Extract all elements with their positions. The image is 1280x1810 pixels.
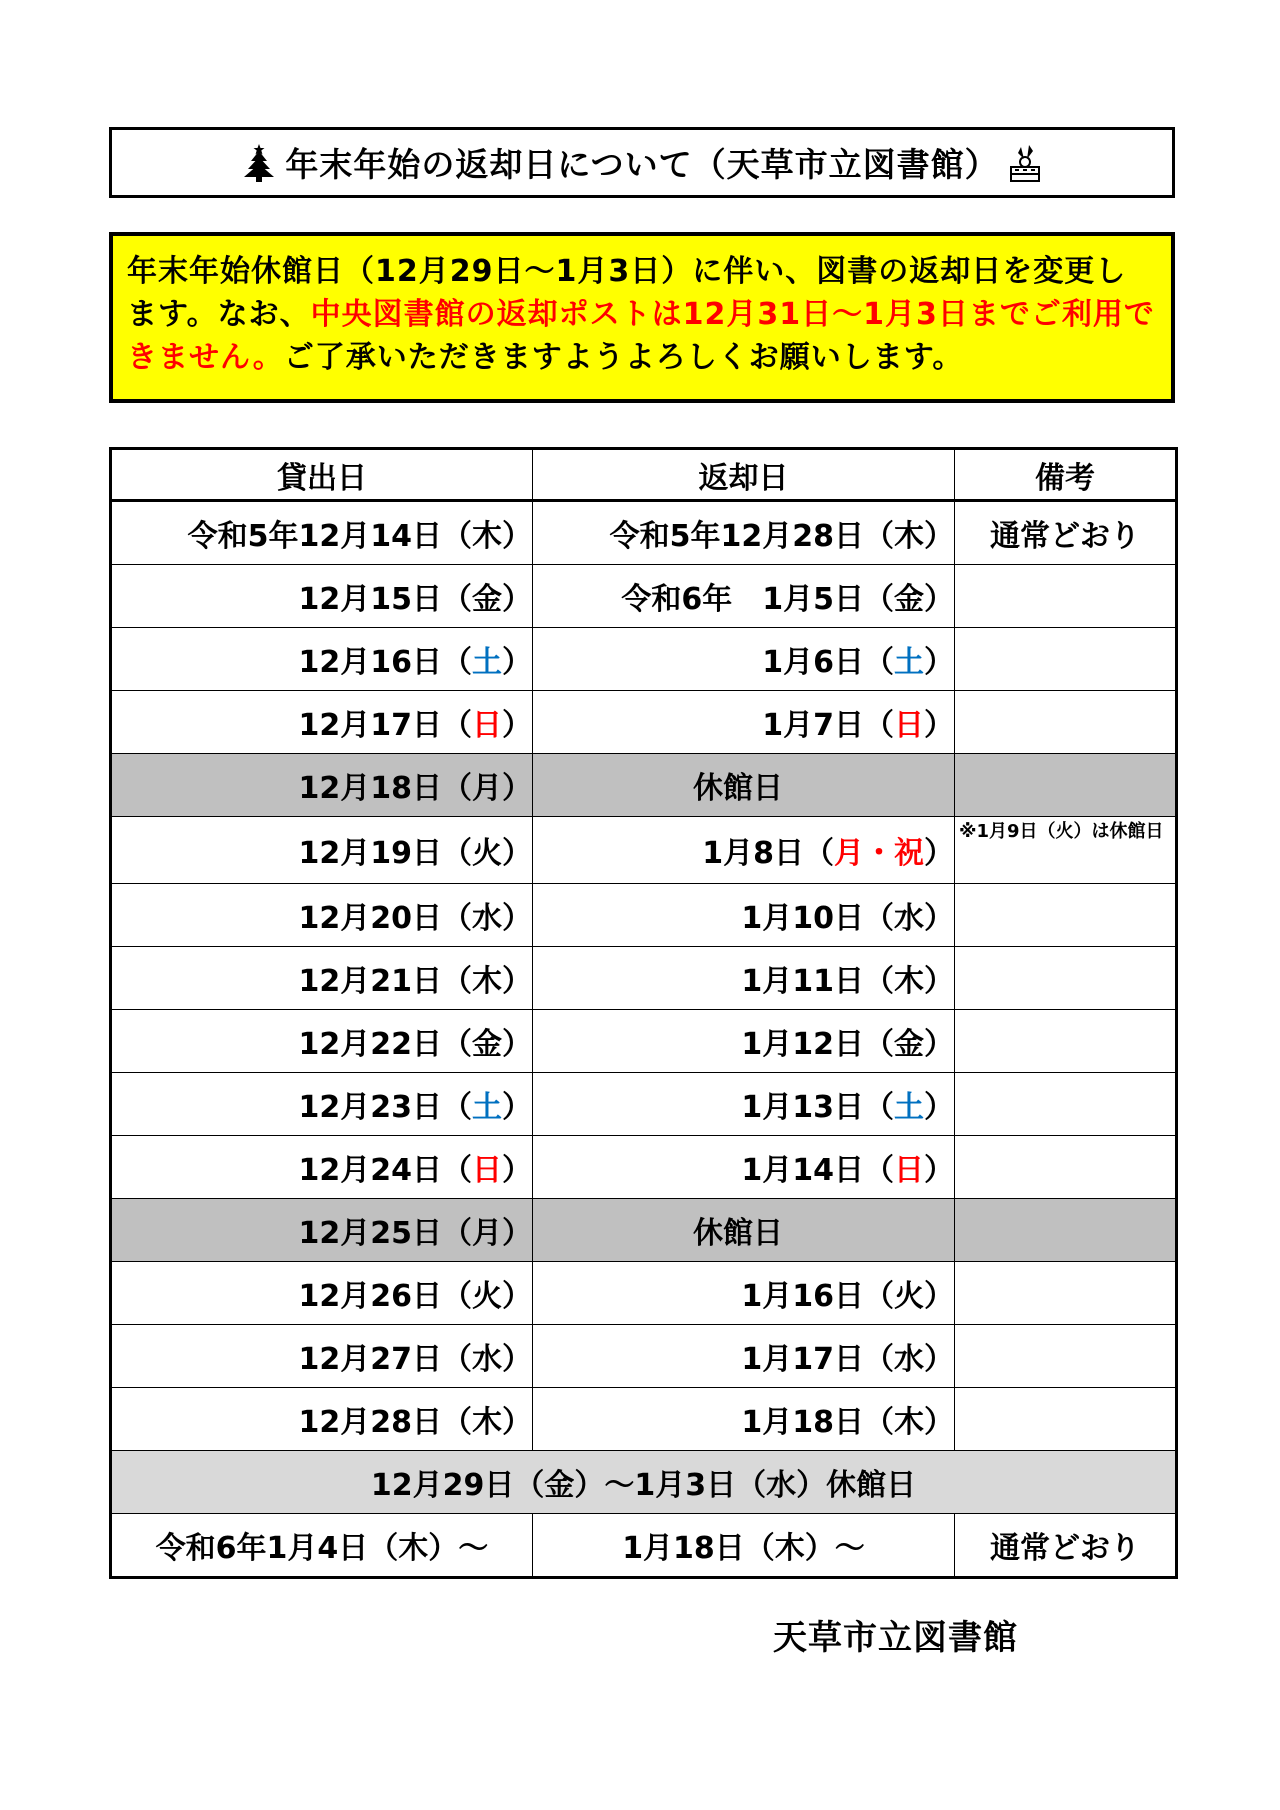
date-text: 1月17日（ [741,1342,894,1377]
date-text: 1月6日（ [762,645,894,680]
table-row [111,1262,1177,1325]
date-text: ） [924,1405,954,1440]
weekday-label: 木 [894,519,924,554]
remarks-cell [955,1388,1177,1451]
new-year-decoration-icon [1007,143,1043,183]
date-text: 1月12日（ [741,1027,894,1062]
weekday-label: 水 [894,901,924,936]
lend-date-cell [111,1073,533,1136]
table-row [111,884,1177,947]
table-row [111,691,1177,754]
return-date-cell: 1月18日（木）～ [533,1514,955,1578]
date-text: ） [924,1153,954,1188]
weekday-label: 金 [894,582,924,617]
date-text: 1月13日（ [741,1090,894,1125]
date-text: 1月11日（ [741,964,894,999]
date-text: 12月15日（ [298,582,472,617]
date-text: ） [924,901,954,936]
date-text: 1月14日（ [741,1153,894,1188]
date-text: ） [924,1090,954,1125]
return-date-cell [533,817,955,884]
date-text: 12月21日（ [298,964,472,999]
return-schedule-table [109,447,1178,1579]
lend-date-cell [111,1388,533,1451]
header-lend-date: 貸出日 [111,449,533,501]
table-row-normal-resume [111,1514,1177,1578]
return-date-cell [533,1388,955,1451]
table-row [111,1010,1177,1073]
lend-date-cell [111,628,533,691]
remarks-cell [955,1010,1177,1073]
lend-date-cell [111,501,533,565]
date-text: 12月24日（ [298,1153,472,1188]
weekday-label: 木 [472,964,502,999]
date-text: 1月18日（ [741,1405,894,1440]
lend-date-cell [111,1325,533,1388]
lend-date-cell [111,691,533,754]
date-text: 12月27日（ [298,1342,472,1377]
notice-highlight: 中央図書館の返却ポストは12月31日～1月3日までご利用できません。 [127,297,1155,375]
lend-date-cell [111,947,533,1010]
remarks-cell: 通常どおり [955,1514,1177,1578]
return-date-cell [533,1262,955,1325]
return-date-cell [533,1073,955,1136]
date-text: ） [924,708,954,743]
notice-box [109,232,1175,403]
return-date-cell [533,1010,955,1073]
lend-date-cell [111,754,533,817]
weekday-label: 金 [894,1027,924,1062]
page-title: 年末年始の返却日について（天草市立図書館） [285,145,999,184]
remarks-cell [955,1325,1177,1388]
date-text: 1月8日（ [702,836,834,871]
table-row [111,501,1177,565]
date-text: ） [502,964,532,999]
date-text: 12月17日（ [298,708,472,743]
table-row [111,1136,1177,1199]
date-text: 12月22日（ [298,1027,472,1062]
weekday-label: 木 [472,1405,502,1440]
remarks-cell [955,691,1177,754]
remarks-cell [955,628,1177,691]
table-header-row [111,449,1177,501]
return-date-cell [533,947,955,1010]
table-row [111,1073,1177,1136]
date-text: ） [502,771,532,806]
return-date-cell [533,565,955,628]
weekday-label: 日 [472,1153,502,1188]
date-text: ） [502,1279,532,1314]
table-row [111,565,1177,628]
date-text: ） [924,582,954,617]
return-date-cell [533,628,955,691]
date-text: 12月25日（ [298,1216,472,1251]
weekday-label: 土 [472,645,502,680]
weekday-label: 水 [894,1342,924,1377]
library-name-footer: 天草市立図書館 [773,1618,1018,1658]
return-date-cell [533,1325,955,1388]
return-date-cell [533,1199,955,1262]
weekday-label: 金 [472,582,502,617]
weekday-label: 火 [472,836,502,871]
date-text: 1月10日（ [741,901,894,936]
lend-date-cell [111,1136,533,1199]
date-text: 12月18日（ [298,771,472,806]
lend-date-cell [111,1262,533,1325]
return-date-cell [533,1136,955,1199]
header-return-date: 返却日 [533,449,955,501]
remarks-cell [955,1073,1177,1136]
lend-date-cell: 令和6年1月4日（木）～ [111,1514,533,1578]
date-text: ） [502,519,532,554]
weekday-label: 月 [472,1216,502,1251]
page-title-box [109,127,1175,198]
date-text: ） [924,964,954,999]
date-text: ） [502,1153,532,1188]
weekday-label: 水 [472,1342,502,1377]
date-text: ） [502,1342,532,1377]
remarks-cell [955,565,1177,628]
weekday-label: 金 [472,1027,502,1062]
weekday-label: 木 [472,519,502,554]
return-date-cell [533,754,955,817]
date-text: 休館日 [693,1216,783,1251]
header-remarks: 備考 [955,449,1177,501]
remarks-cell [955,884,1177,947]
weekday-label: 日 [472,708,502,743]
remarks-cell [955,754,1177,817]
table-row [111,1388,1177,1451]
remarks-cell [955,947,1177,1010]
weekday-label: 水 [472,901,502,936]
lend-date-cell [111,565,533,628]
date-text: ） [924,1342,954,1377]
date-text: ） [502,582,532,617]
weekday-label: 土 [472,1090,502,1125]
date-text: ） [502,901,532,936]
lend-date-cell [111,817,533,884]
return-date-cell [533,691,955,754]
date-text: ） [502,645,532,680]
table-row [111,754,1177,817]
notice-text: 年末年始休館日（12月29日～1月3日）に伴い、図書の返却日を変更します。なお、 [127,254,1127,332]
weekday-label: 火 [472,1279,502,1314]
closure-period-text: 12月29日（金）～1月3日（水）休館日 [111,1451,1177,1514]
remarks-cell [955,1199,1177,1262]
date-text: 令和5年12月28日（ [609,519,894,554]
date-text: ） [502,1216,532,1251]
notice-text-end: ご了承いただきますようよろしくお願いします。 [283,340,964,375]
date-text: ） [924,645,954,680]
date-text: 12月20日（ [298,901,472,936]
date-text: ） [924,836,954,871]
closure-period-row [111,1451,1177,1514]
table-row [111,628,1177,691]
remarks-cell: 通常どおり [955,501,1177,565]
return-date-cell [533,501,955,565]
weekday-label: 月・祝 [834,836,924,871]
lend-date-cell [111,1199,533,1262]
return-date-cell [533,884,955,947]
remarks-cell [955,1262,1177,1325]
date-text: ） [924,519,954,554]
date-text: ） [924,1027,954,1062]
date-text: ） [502,708,532,743]
date-text: ） [502,1027,532,1062]
weekday-label: 日 [894,708,924,743]
date-text: 12月19日（ [298,836,472,871]
christmas-tree-icon [241,143,277,183]
weekday-label: 土 [894,645,924,680]
weekday-label: 土 [894,1090,924,1125]
weekday-label: 木 [894,964,924,999]
date-text: 1月7日（ [762,708,894,743]
date-text: ） [502,836,532,871]
table-row [111,947,1177,1010]
lend-date-cell [111,884,533,947]
date-text: ） [924,1279,954,1314]
table-row [111,817,1177,884]
date-text: 令和6年 1月5日（ [621,582,894,617]
remarks-cell [955,1136,1177,1199]
date-text: 12月16日（ [298,645,472,680]
weekday-label: 月 [472,771,502,806]
weekday-label: 火 [894,1279,924,1314]
table-row [111,1325,1177,1388]
date-text: 12月26日（ [298,1279,472,1314]
date-text: 1月16日（ [741,1279,894,1314]
date-text: ） [502,1405,532,1440]
remarks-cell: ※1月9日（火）は休館日 [955,817,1177,884]
lend-date-cell [111,1010,533,1073]
date-text: 12月28日（ [298,1405,472,1440]
date-text: 12月23日（ [298,1090,472,1125]
date-text: 令和5年12月14日（ [187,519,472,554]
weekday-label: 木 [894,1405,924,1440]
table-row [111,1199,1177,1262]
date-text: 休館日 [693,771,783,806]
date-text: ） [502,1090,532,1125]
weekday-label: 日 [894,1153,924,1188]
